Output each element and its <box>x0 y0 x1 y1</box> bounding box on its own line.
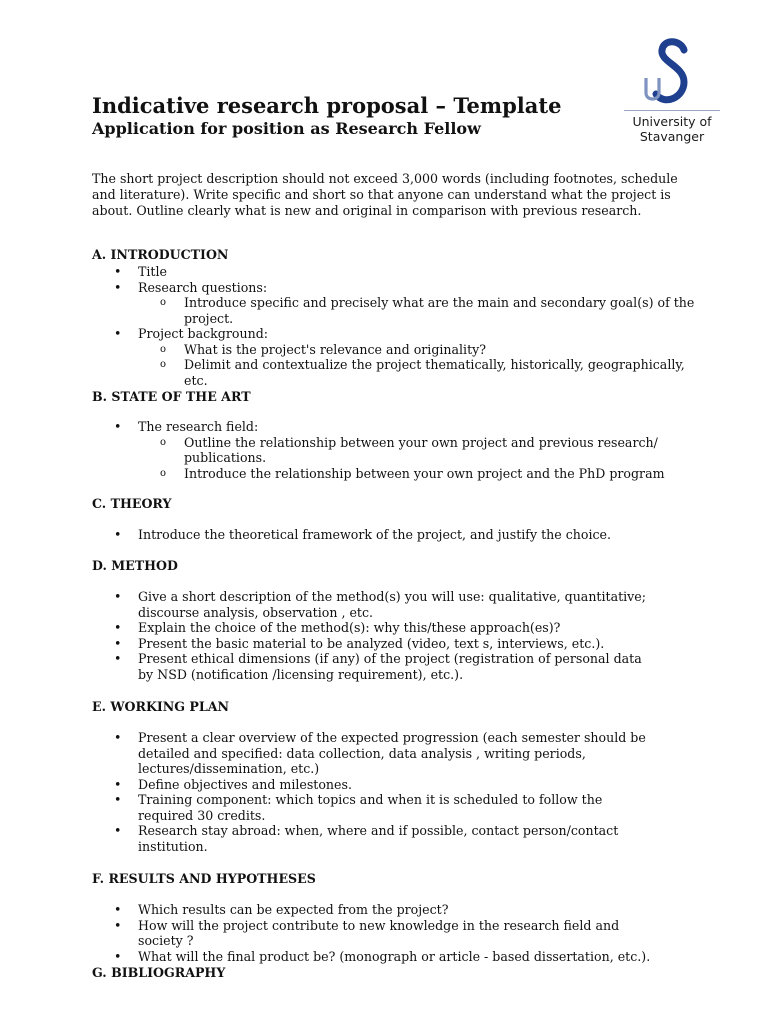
list-item-text: Research questions: <box>138 279 268 295</box>
section-heading: G. BIBLIOGRAPHY <box>92 965 226 980</box>
section-heading: B. STATE OF THE ART <box>92 389 251 404</box>
list-item-text: Define objectives and milestones. <box>138 776 352 792</box>
section-heading: C. THEORY <box>92 496 172 511</box>
bullet-icon: • <box>114 823 122 838</box>
list-item-text: Present a clear overview of the expected progression (each semester should be detailed and specified: data collection, data analysis , writing periods, lectures/dissemination, etc.) <box>138 730 646 776</box>
circle-bullet-icon: o <box>160 436 167 448</box>
list-item-text: Present the basic material to be analyzed (video, text s, interviews, etc.). <box>138 635 605 651</box>
list-item <box>0 280 658 296</box>
circle-bullet-icon: o <box>160 343 167 355</box>
sub-list-item-text: What is the project's relevance and originality? <box>184 341 487 357</box>
list-item <box>0 918 658 949</box>
sub-list-item <box>0 435 704 466</box>
list-item-text: Title <box>138 264 167 279</box>
section-list <box>0 264 768 388</box>
bullet-icon: • <box>114 635 122 651</box>
list-item-text: Explain the choice of the method(s): why this/these approach(es)? <box>138 620 561 635</box>
list-item <box>0 651 658 682</box>
sub-list-item-text: Delimit and contextualize the project thematically, historically, geographically, etc. <box>184 357 685 388</box>
sub-list-item <box>0 295 704 326</box>
bullet-icon: • <box>114 620 122 635</box>
list-item-text: Present ethical dimensions (if any) of the project (registration of personal data by NSD (notification /licensing requirement), etc.). <box>138 651 642 682</box>
university-logo <box>622 36 722 148</box>
circle-bullet-icon: o <box>160 297 167 308</box>
list-item <box>0 527 658 543</box>
section-heading: E. WORKING PLAN <box>92 699 230 714</box>
bullet-icon: • <box>114 264 122 279</box>
logo-line-2: Stavanger <box>639 129 705 144</box>
list-item <box>0 326 658 342</box>
list-item <box>0 620 658 636</box>
section-list <box>0 419 768 481</box>
list-item <box>0 264 658 280</box>
bullet-icon: • <box>114 776 122 792</box>
list-item <box>0 419 658 435</box>
list-item <box>0 823 658 854</box>
list-item <box>0 589 658 620</box>
list-item-text: Research stay abroad: when, where and if possible, contact person/contact institution. <box>138 823 619 854</box>
circle-bullet-icon: o <box>160 359 167 370</box>
bullet-icon: • <box>114 419 122 434</box>
list-item-text: Training component: which topics and when it is scheduled to follow the required 30 credits. <box>138 792 603 823</box>
logo-divider <box>624 110 720 111</box>
bullet-icon: • <box>114 902 122 917</box>
list-item <box>0 730 658 777</box>
sub-list-item-text: Outline the relationship between your own project and previous research/ publications. <box>184 434 658 465</box>
bullet-icon: • <box>114 651 122 666</box>
bullet-icon: • <box>114 730 122 745</box>
list-item-text: Introduce the theoretical framework of the project, and justify the choice. <box>138 527 611 542</box>
list-item <box>0 777 658 793</box>
bullet-icon: • <box>114 326 122 341</box>
list-item <box>0 636 658 652</box>
section-list <box>0 902 768 964</box>
list-item-text: What will the final product be? (monograph or article - based dissertation, etc.). <box>138 948 651 964</box>
logo-line-1: University of <box>632 114 712 129</box>
section-list <box>0 730 768 854</box>
list-item-text: How will the project contribute to new knowledge in the research field and society ? <box>138 917 620 948</box>
list-item-text: The research field: <box>138 419 259 434</box>
logo-wordmark <box>622 114 722 144</box>
list-item <box>0 949 658 965</box>
list-item <box>0 902 658 918</box>
document-title: Indicative research proposal – Template <box>92 93 562 118</box>
sub-list-item-text: Introduce specific and precisely what are the main and secondary goal(s) of the project. <box>184 295 695 326</box>
bullet-icon: • <box>114 527 122 542</box>
bullet-icon: • <box>114 948 122 964</box>
list-item-text: Which results can be expected from the project? <box>138 902 449 917</box>
list-item <box>0 792 658 823</box>
document-subtitle: Application for position as Research Fellow <box>92 119 481 138</box>
sub-list-item <box>0 466 704 482</box>
list-item-text: Project background: <box>138 326 268 341</box>
sub-list-item <box>0 357 704 388</box>
section-list <box>0 527 768 543</box>
us-monogram-icon <box>622 36 722 112</box>
bullet-icon: • <box>114 917 122 933</box>
sub-list-item-text: Introduce the relationship between your own project and the PhD program <box>184 465 665 481</box>
bullet-icon: • <box>114 279 122 295</box>
section-heading: A. INTRODUCTION <box>92 247 229 262</box>
section-list <box>0 589 768 682</box>
bullet-icon: • <box>114 792 122 807</box>
bullet-icon: • <box>114 589 122 604</box>
intro-paragraph: The short project description should not exceed 3,000 words (including footnotes, schedule and literature). Write specific and short so that anyone can understand what the project is about. Outline clearly what is new and original in comparison with previous research. <box>92 171 678 218</box>
sub-list-item <box>0 342 704 358</box>
circle-bullet-icon: o <box>160 467 167 479</box>
list-item-text: Give a short description of the method(s) you will use: qualitative, quantitative; discourse analysis, observation , etc. <box>138 589 646 620</box>
section-heading: D. METHOD <box>92 558 178 573</box>
section-heading: F. RESULTS AND HYPOTHESES <box>92 871 316 886</box>
